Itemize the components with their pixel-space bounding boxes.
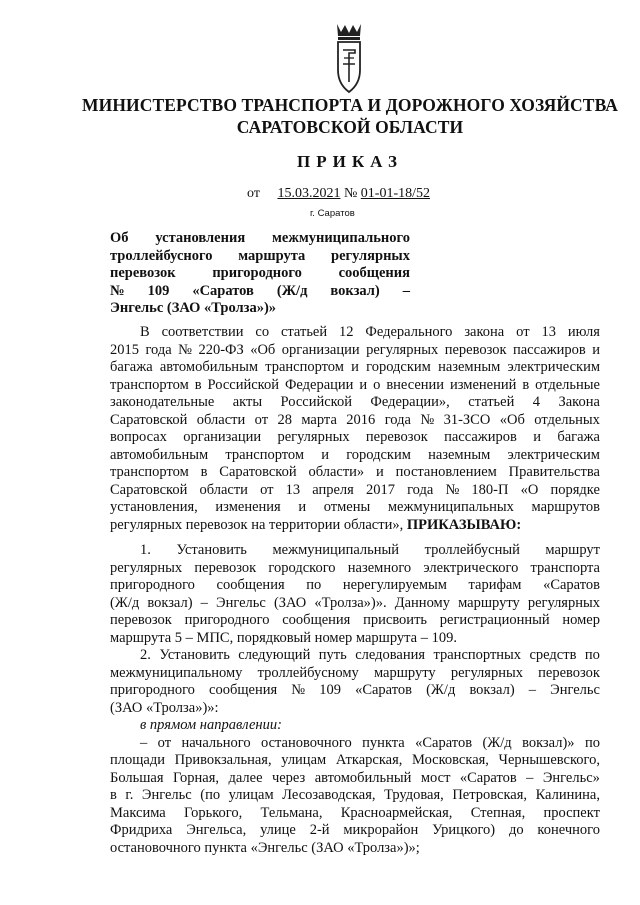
word: межмуниципальному xyxy=(110,664,243,681)
word: площади xyxy=(110,752,165,768)
word: Большая xyxy=(110,769,164,786)
subject-line xyxy=(110,265,410,283)
preamble-paragraph xyxy=(110,324,600,534)
paragraph-line xyxy=(110,342,600,360)
word: установления, xyxy=(110,499,198,515)
word: 2-й xyxy=(309,822,330,838)
word: Энгельс xyxy=(216,594,266,611)
word: Максима xyxy=(110,804,166,821)
paragraph-line xyxy=(110,542,600,560)
word: «О xyxy=(520,481,539,498)
subject-word: троллейбусного xyxy=(110,247,213,264)
subject-word: № xyxy=(110,282,125,299)
word: Урицкого) xyxy=(432,822,496,838)
word: Федерации xyxy=(284,376,354,393)
word: июля xyxy=(567,324,600,340)
order-city: г. Саратов xyxy=(310,208,355,219)
word: транспортом xyxy=(265,359,344,375)
word: в xyxy=(110,787,117,803)
subject-line-last: Энгельс (ЗАО «Тролза»)» xyxy=(110,300,277,316)
word: Установить xyxy=(159,647,230,663)
paragraph-line xyxy=(110,359,600,377)
word: по xyxy=(584,647,600,663)
word: микрорайон xyxy=(343,822,419,838)
word: порядке xyxy=(550,481,600,498)
paragraph-line xyxy=(110,595,600,613)
word: багажа xyxy=(557,429,600,445)
word: остановочного xyxy=(261,734,352,751)
ministry-title-line1: МИНИСТЕРСТВО ТРАНСПОРТА И ДОРОЖНОГО ХОЗЯЙСТВА xyxy=(82,95,618,115)
word: Данному xyxy=(394,594,450,611)
word: Красноармейская, xyxy=(340,804,453,821)
subject-word: регулярных xyxy=(331,247,410,264)
word: через xyxy=(271,769,306,786)
word: регулярных xyxy=(110,559,183,576)
word: № xyxy=(178,341,192,358)
word: Привокзальная, xyxy=(174,752,272,768)
subject-word: сообщения xyxy=(338,265,410,281)
word: Петровская, xyxy=(452,787,528,803)
paragraph-line xyxy=(110,822,600,840)
direction-heading: в прямом направлении: xyxy=(140,717,282,733)
word: троллейбусный xyxy=(424,542,520,558)
paragraph-line xyxy=(110,464,600,482)
word: Степная, xyxy=(470,804,526,821)
word: «Тролза»)». xyxy=(314,594,387,611)
word: изменения xyxy=(215,499,281,515)
word: Правительства xyxy=(508,464,600,480)
word: (по xyxy=(200,787,221,803)
word: вопросах xyxy=(110,429,167,445)
word: Энгельс» xyxy=(542,769,600,786)
paragraph-line xyxy=(110,735,600,753)
paragraph-line xyxy=(110,787,600,805)
word: электрического xyxy=(423,559,519,576)
word: закона xyxy=(464,324,505,340)
word: со xyxy=(255,324,270,340)
word: области xyxy=(199,481,248,498)
word: – xyxy=(140,734,148,751)
paragraph-line xyxy=(110,377,600,395)
word: (Ж/д xyxy=(426,682,456,698)
paragraph-line: остановочного пункта «Энгельс (ЗАО «Тролза»)»; xyxy=(110,839,420,856)
word: электрическим xyxy=(507,446,600,463)
word: № xyxy=(291,682,306,698)
word: проспект xyxy=(543,804,600,821)
word: и xyxy=(321,446,330,463)
word: до xyxy=(508,822,524,838)
paragraph-line xyxy=(110,770,600,788)
subject-word: (Ж/д xyxy=(276,282,308,299)
paragraph-line xyxy=(110,560,600,578)
word: организации xyxy=(281,341,360,358)
word: по xyxy=(584,734,600,751)
word: года xyxy=(407,481,434,498)
word: Закона xyxy=(558,394,600,410)
paragraph-line xyxy=(110,499,600,517)
word: «Саратов xyxy=(459,769,517,786)
word: Чернышевского, xyxy=(498,752,600,768)
word: от xyxy=(254,411,269,428)
word: транспортных xyxy=(433,647,522,663)
word: Саратовской xyxy=(219,464,297,480)
word: маршрутов xyxy=(531,499,600,515)
word: вокзал) xyxy=(469,682,515,698)
word: 4 xyxy=(532,394,541,410)
subject-word: межмуниципального xyxy=(272,230,410,246)
word: «Об xyxy=(499,411,525,428)
order-subject xyxy=(110,230,410,318)
word: в xyxy=(194,376,202,393)
word: (Ж/д xyxy=(110,594,140,611)
paragraph-line: (ЗАО «Тролза»)»: xyxy=(110,699,219,716)
subject-line xyxy=(110,248,410,266)
paragraph-line xyxy=(110,577,600,595)
word: сообщения xyxy=(216,577,285,593)
word: далее xyxy=(228,769,263,786)
word: 2015 xyxy=(110,341,139,358)
word: по xyxy=(306,577,322,593)
subject-word: – xyxy=(402,282,410,299)
word: 2. xyxy=(140,647,151,663)
word: Российской xyxy=(280,394,352,410)
word: (ЗАО xyxy=(273,594,307,611)
word: Саратовской xyxy=(110,411,188,428)
word: вокзал)» xyxy=(522,734,575,751)
word: Энгельса, xyxy=(186,822,247,838)
coat-of-arms-icon xyxy=(331,20,367,100)
word: 13 xyxy=(285,481,301,498)
word: о xyxy=(373,376,381,393)
order-items xyxy=(110,542,600,857)
word: от xyxy=(260,481,274,498)
paragraph-line xyxy=(110,752,600,770)
word: присвоить xyxy=(363,612,428,628)
word: Московская, xyxy=(412,752,489,768)
paragraph-line xyxy=(110,412,600,430)
word: Горького, xyxy=(184,804,243,821)
word: апреля xyxy=(312,481,354,498)
subject-word: перевозок xyxy=(110,265,176,281)
word: от xyxy=(157,734,172,751)
word: и xyxy=(359,376,368,393)
number-prefix: № xyxy=(343,186,358,201)
word: 109 xyxy=(319,682,341,698)
word: 180-П xyxy=(471,481,509,498)
word: Федерации», xyxy=(370,394,450,410)
word: статьей xyxy=(468,394,515,410)
word: и xyxy=(351,359,359,375)
paragraph-line xyxy=(110,682,600,700)
word: нерегулируемым xyxy=(342,577,447,593)
word: г. xyxy=(125,787,134,803)
word: транспорта xyxy=(530,559,600,576)
paragraph-line xyxy=(110,324,600,342)
word: области» xyxy=(308,464,365,480)
word: Российской xyxy=(207,376,279,393)
subject-line xyxy=(110,283,410,301)
word: перевозок xyxy=(444,341,507,358)
order-dateline xyxy=(247,186,430,202)
subject-word: маршрута xyxy=(238,247,306,264)
subject-word: «Саратов xyxy=(192,282,254,299)
word: Горная, xyxy=(172,769,220,786)
preamble-closing-text: регулярных перевозок на территории области», xyxy=(110,516,404,533)
word: регулярных xyxy=(527,594,600,611)
word: пассажиров xyxy=(512,341,586,358)
word: путь xyxy=(318,647,347,663)
word: пригородного xyxy=(184,612,270,628)
word: перевозок xyxy=(110,612,172,628)
order-number: 01-01-18/52 xyxy=(360,186,431,201)
word: межмуниципальный xyxy=(272,542,400,558)
word: отдельных xyxy=(534,411,600,428)
word: (Ж/д xyxy=(482,734,512,751)
subject-word: Об xyxy=(110,230,129,246)
word: улице xyxy=(260,822,296,838)
word: пригородного xyxy=(110,682,195,698)
word: постановлением xyxy=(395,464,497,480)
word: и xyxy=(592,341,600,358)
word: улицам xyxy=(281,752,327,768)
ministry-title-line2: САРАТОВСКОЙ ОБЛАСТИ xyxy=(236,117,464,137)
paragraph-line: маршрута 5 – МПС, порядковый номер маршрута – 109. xyxy=(110,629,457,646)
word: городским xyxy=(346,446,411,463)
word: и xyxy=(376,464,384,480)
word: года xyxy=(145,341,172,358)
word: – xyxy=(526,769,534,786)
order-date: 15.03.2021 xyxy=(277,186,341,201)
word: маршруту xyxy=(458,594,520,611)
word: соответствии xyxy=(161,324,244,340)
word: Трудовая, xyxy=(384,787,444,803)
word: 28 xyxy=(277,411,292,428)
date-prefix: от xyxy=(247,186,260,201)
word: конечного xyxy=(537,822,600,838)
word: начального xyxy=(181,734,251,751)
paragraph-line xyxy=(110,805,600,823)
word: Лесозаводская, xyxy=(282,787,376,803)
word: 12 xyxy=(339,324,354,340)
word: регистрационный xyxy=(439,612,550,628)
word: транспортом xyxy=(225,446,305,463)
word: троллейбусному xyxy=(257,664,359,681)
word: 2016 xyxy=(346,411,376,428)
word: марта xyxy=(301,411,337,428)
word: сообщения xyxy=(209,682,278,698)
paragraph-line xyxy=(110,447,600,465)
ministry-title xyxy=(60,94,640,138)
word: – xyxy=(528,682,537,698)
word: изменений xyxy=(450,376,517,393)
word: акты xyxy=(232,394,263,410)
word: 31-ЗСО xyxy=(443,411,491,428)
word: наземным xyxy=(438,359,501,375)
word: городским xyxy=(366,359,431,375)
word: маршруту xyxy=(373,664,436,681)
subject-word: 109 xyxy=(147,282,170,299)
paragraph-line xyxy=(110,517,600,535)
word: следующий xyxy=(238,647,311,663)
word: Саратовской xyxy=(110,481,188,498)
word: Тельмана, xyxy=(260,804,323,821)
word: автомобильный xyxy=(314,769,412,786)
word: отмены xyxy=(323,499,371,515)
word: пассажиров xyxy=(444,429,517,445)
order-title: ПРИКАЗ xyxy=(297,152,403,171)
word: «Саратов xyxy=(415,734,473,751)
word: багажа xyxy=(110,359,153,375)
word: Установить xyxy=(176,542,247,558)
word: законодательные xyxy=(110,394,215,410)
word: В xyxy=(140,324,150,340)
word: и xyxy=(298,499,307,515)
word: мост xyxy=(420,769,451,786)
word: перевозок xyxy=(365,429,428,445)
word: 220-ФЗ xyxy=(198,341,244,358)
word: автомобильным xyxy=(159,359,258,375)
word: улицам xyxy=(228,787,274,803)
word: в xyxy=(200,464,208,480)
word: отдельные xyxy=(535,376,600,393)
word: № xyxy=(420,411,435,428)
word: средств xyxy=(529,647,577,663)
word: организации xyxy=(183,429,262,445)
word: 13 xyxy=(541,324,556,340)
subject-line xyxy=(110,230,410,248)
word: «Саратов xyxy=(543,577,600,593)
word: – xyxy=(200,594,208,611)
word: городского xyxy=(268,559,336,576)
word: области xyxy=(196,411,246,428)
subject-word: пригородного xyxy=(212,265,302,281)
word: перевозок xyxy=(538,664,600,681)
paragraph-line xyxy=(110,482,600,500)
subject-word: вокзал) xyxy=(330,282,380,299)
paragraph-line xyxy=(110,612,600,630)
word: года xyxy=(384,411,411,428)
word: Энгельс xyxy=(550,682,600,698)
word: следования xyxy=(355,647,426,663)
word: пригородного xyxy=(110,577,195,593)
word: вокзал) xyxy=(147,594,193,611)
word: Федерального xyxy=(365,324,453,340)
word: перевозок xyxy=(194,559,257,576)
word: 2017 xyxy=(365,481,395,498)
word: внесении xyxy=(386,376,445,393)
word: регулярных xyxy=(277,429,350,445)
word: тарифам xyxy=(468,577,522,593)
word: номер xyxy=(562,612,600,628)
word: маршрут xyxy=(545,542,600,558)
word: статьей xyxy=(280,324,328,340)
word: «Саратов xyxy=(355,682,412,698)
word: и xyxy=(533,429,541,445)
word: в xyxy=(522,376,530,393)
paragraph-line xyxy=(110,394,600,412)
word: транспортом xyxy=(110,376,189,393)
word: «Об xyxy=(250,341,276,358)
word: Калинина, xyxy=(535,787,600,803)
word: Фридриха xyxy=(110,822,173,838)
word: наземного xyxy=(347,559,412,576)
word: пункта xyxy=(362,734,405,751)
word: 1. xyxy=(140,542,151,558)
word: регулярных xyxy=(366,341,439,358)
word: Энгельс xyxy=(141,787,192,803)
paragraph-line xyxy=(110,647,600,665)
word: сообщения xyxy=(282,612,351,628)
word: от xyxy=(516,324,530,340)
paragraph-line xyxy=(110,429,600,447)
word: Аткарская, xyxy=(335,752,403,768)
word: автомобильным xyxy=(110,446,209,463)
subject-word: установления xyxy=(155,230,246,246)
paragraph-line xyxy=(110,665,600,683)
word: № xyxy=(445,481,460,498)
word: межмуниципальных xyxy=(387,499,514,515)
word: электрическим xyxy=(507,359,600,375)
word: наземным xyxy=(428,446,491,463)
word: транспортом xyxy=(110,464,189,480)
order-directive: ПРИКАЗЫВАЮ: xyxy=(406,516,522,533)
word: регулярных xyxy=(450,664,523,681)
